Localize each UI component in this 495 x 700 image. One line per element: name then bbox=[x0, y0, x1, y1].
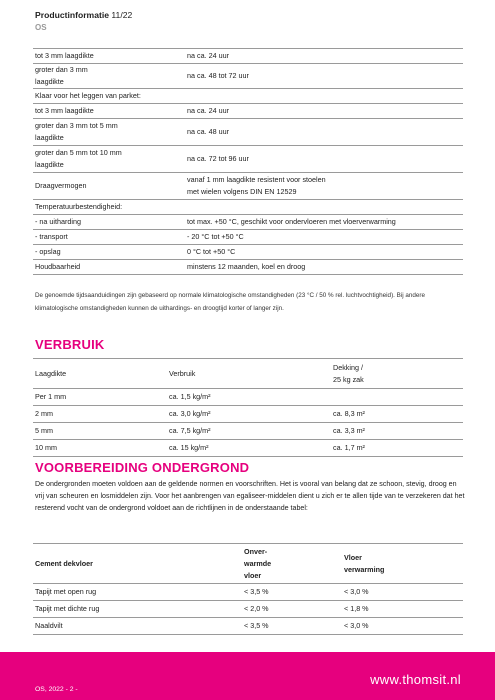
table-cell: 10 mm bbox=[33, 440, 167, 457]
table-row bbox=[33, 230, 463, 245]
table-row bbox=[33, 406, 463, 423]
table-cell: Draagvermogen bbox=[33, 173, 185, 200]
moisture-table bbox=[33, 543, 463, 635]
table-cell: Per 1 mm bbox=[33, 389, 167, 406]
table-row bbox=[33, 64, 463, 89]
table-cell: ca. 3,3 m² bbox=[331, 423, 463, 440]
page-footer bbox=[0, 652, 495, 700]
column-header: Cement dekvloer bbox=[33, 544, 242, 584]
column-header: Vloer verwarming bbox=[342, 544, 463, 584]
table-cell: groter dan 3 mm laagdikte bbox=[33, 64, 185, 89]
product-code: OS bbox=[35, 23, 47, 32]
table-row bbox=[33, 104, 463, 119]
table-row bbox=[33, 245, 463, 260]
table-row bbox=[33, 389, 463, 406]
table-row bbox=[33, 618, 463, 635]
table-cell: tot max. +50 °C, geschikt voor ondervloeren met vloerverwarming bbox=[185, 215, 463, 230]
drying-properties-table bbox=[33, 48, 463, 275]
table-cell: groter dan 5 mm tot 10 mm laagdikte bbox=[33, 146, 185, 173]
substrate-paragraph: De ondergronden moeten voldoen aan de geldende normen en voorschriften. Het is vooral van belang dat ze schoon, stevig, droog en vrij van scheuren en losmiddelen zijn. Voor het aanbrengen van egaliseer-middelen dient u zich er te allen tijde van te verzekeren dat het resterend vocht van de ondergrond voldoet aan de richtlijnen in de onderstaande tabel: bbox=[35, 480, 465, 513]
table-cell: 5 mm bbox=[33, 423, 167, 440]
footer-page-info: OS, 2022 - 2 - bbox=[35, 686, 78, 693]
table-cell: ca. 7,5 kg/m² bbox=[167, 423, 331, 440]
table-cell: < 3,0 % bbox=[342, 618, 463, 635]
table-cell: ca. 8,3 m² bbox=[331, 406, 463, 423]
table-cell: tot 3 mm laagdikte bbox=[33, 49, 185, 64]
table-cell: Klaar voor het leggen van parket: bbox=[33, 89, 463, 104]
table-cell: - opslag bbox=[33, 245, 185, 260]
column-header: Laagdikte bbox=[33, 359, 167, 389]
table-cell: na ca. 24 uur bbox=[185, 49, 463, 64]
table-row bbox=[33, 89, 463, 104]
footer-website-link[interactable]: www.thomsit.nl bbox=[370, 672, 461, 687]
column-header: Dekking / 25 kg zak bbox=[331, 359, 463, 389]
table-cell: Tapijt met open rug bbox=[33, 584, 242, 601]
table-cell: 2 mm bbox=[33, 406, 167, 423]
table-row bbox=[33, 173, 463, 200]
document-version: 11/22 bbox=[111, 10, 133, 20]
table-cell: - na uitharding bbox=[33, 215, 185, 230]
table-header-row bbox=[33, 544, 463, 584]
table-cell: ca. 1,7 m² bbox=[331, 440, 463, 457]
table-row bbox=[33, 440, 463, 457]
table-row bbox=[33, 146, 463, 173]
table-row bbox=[33, 215, 463, 230]
table-cell: < 1,8 % bbox=[342, 601, 463, 618]
table-cell: < 2,0 % bbox=[242, 601, 342, 618]
table-header-row bbox=[33, 359, 463, 389]
section-heading-verbruik: VERBRUIK bbox=[35, 337, 105, 352]
table-row bbox=[33, 584, 463, 601]
column-header: Verbruik bbox=[167, 359, 331, 389]
table-cell: Houdbaarheid bbox=[33, 260, 185, 275]
table-cell bbox=[331, 389, 463, 406]
table-cell: 0 °C tot +50 °C bbox=[185, 245, 463, 260]
table-cell: na ca. 48 tot 72 uur bbox=[185, 64, 463, 89]
table-cell: Tapijt met dichte rug bbox=[33, 601, 242, 618]
table-cell: ca. 1,5 kg/m² bbox=[167, 389, 331, 406]
table-cell: ca. 3,0 kg/m² bbox=[167, 406, 331, 423]
table-cell: minstens 12 maanden, koel en droog bbox=[185, 260, 463, 275]
table-row bbox=[33, 260, 463, 275]
table-cell: Naaldvilt bbox=[33, 618, 242, 635]
table-cell: < 3,0 % bbox=[342, 584, 463, 601]
document-title: Productinformatie 11/22 bbox=[35, 10, 133, 20]
table-cell: tot 3 mm laagdikte bbox=[33, 104, 185, 119]
table-cell: - 20 °C tot +50 °C bbox=[185, 230, 463, 245]
table-row bbox=[33, 49, 463, 64]
section-heading-voorbereiding: VOORBEREIDING ONDERGROND bbox=[35, 460, 250, 475]
table-cell: na ca. 48 uur bbox=[185, 119, 463, 146]
table-cell: groter dan 3 mm tot 5 mm laagdikte bbox=[33, 119, 185, 146]
table-row bbox=[33, 200, 463, 215]
table-row bbox=[33, 601, 463, 618]
table-cell: - transport bbox=[33, 230, 185, 245]
table-cell: na ca. 72 tot 96 uur bbox=[185, 146, 463, 173]
climate-note: De genoemde tijdsaanduidingen zijn gebaseerd op normale klimatologische omstandigheden (23 °C / 50 % rel. luchtvochtigheid). Bij andere klimatologische omstandigheden kunnen de uithardings- en droogtijd korter of langer zijn. bbox=[35, 292, 426, 312]
page-header bbox=[35, 10, 132, 32]
table-row bbox=[33, 119, 463, 146]
table-row bbox=[33, 423, 463, 440]
table-cell: na ca. 24 uur bbox=[185, 104, 463, 119]
table-cell: ca. 15 kg/m² bbox=[167, 440, 331, 457]
table-cell: < 3,5 % bbox=[242, 618, 342, 635]
table-cell: < 3,5 % bbox=[242, 584, 342, 601]
table-cell: Temperatuurbestendigheid: bbox=[33, 200, 463, 215]
table-cell: vanaf 1 mm laagdikte resistent voor stoelen met wielen volgens DIN EN 12529 bbox=[185, 173, 463, 200]
column-header: Onver- warmde vloer bbox=[242, 544, 342, 584]
consumption-table bbox=[33, 358, 463, 457]
